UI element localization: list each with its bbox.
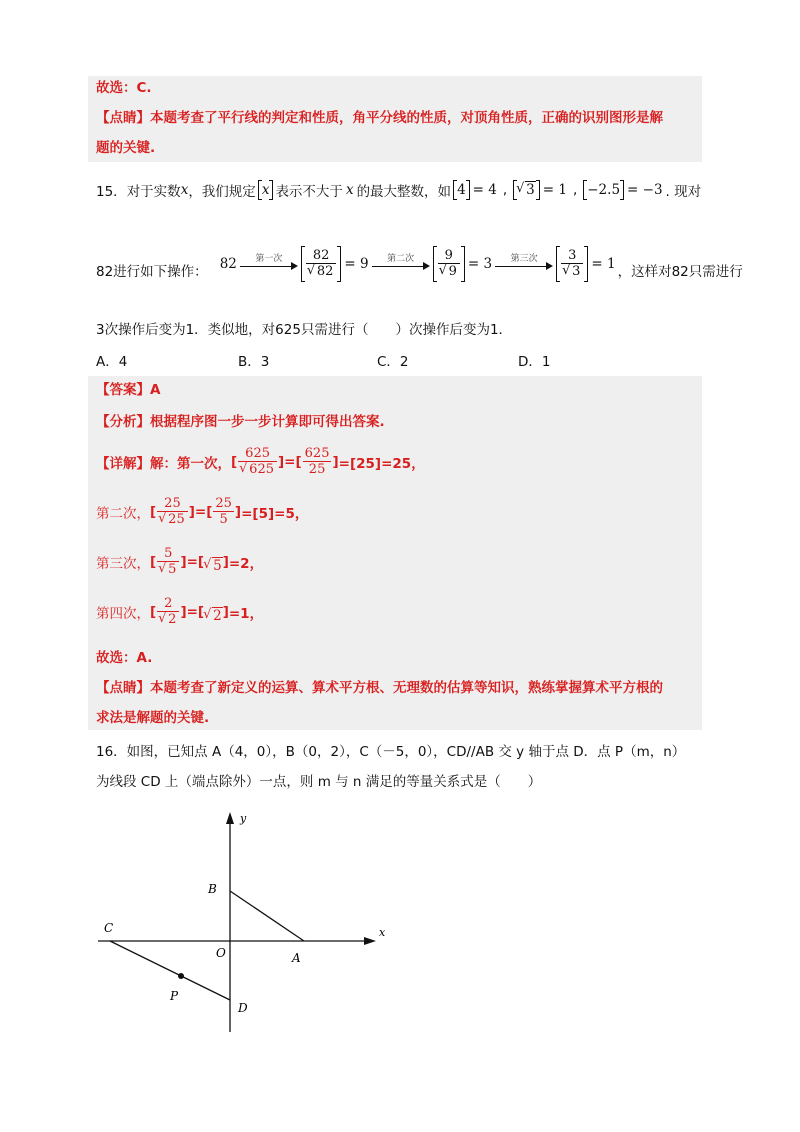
analysis-line <box>96 412 385 432</box>
q16-stem-line-2: 为线段 CD 上（端点除外）一点，则 m 与 n 满足的等量关系式是（ ） <box>96 774 542 790</box>
final-answer: 故选：A. <box>96 650 153 666</box>
radicand: 5 <box>213 558 222 574</box>
numerator: 625 <box>245 446 270 461</box>
q16-stem-line-1: 16．如图，已知点 A（4，0），B（0，2），C（－5，0），CD//AB 交 y 轴于点 D．点 P（m，n） <box>96 744 686 760</box>
sqrt <box>159 512 186 528</box>
radicand: 25 <box>168 512 185 527</box>
q15-number: 15． <box>96 184 127 200</box>
detail-step-2 <box>96 496 308 528</box>
step-1-expr <box>301 246 369 282</box>
q15-stem-line-1 <box>96 180 701 200</box>
fraction <box>561 248 583 280</box>
point-a-label: A <box>292 951 301 965</box>
step-4-tail: =1， <box>228 606 264 622</box>
floor-x <box>258 180 274 200</box>
close-bracket: ] <box>332 454 339 470</box>
q15-operation-chain <box>96 246 743 282</box>
coordinate-figure <box>0 800 800 1060</box>
step-1-value: = 9 <box>344 256 369 272</box>
step-1-fraction-a <box>238 446 277 478</box>
example-1-value: = 4 <box>472 182 497 198</box>
floor-x-var: x <box>261 182 270 198</box>
example-2 <box>513 180 567 200</box>
open-bracket: [ <box>150 604 157 620</box>
radicand: 3 <box>526 182 535 198</box>
step-2-fraction-b <box>213 496 234 528</box>
prev-comment-line-2: 题的关键. <box>96 140 156 156</box>
bracket-right <box>620 180 624 200</box>
comment-text: 本题考查了平行线的判定和性质，角平分线的性质，对顶角性质，正确的识别图形是解 <box>150 110 663 126</box>
step-3-label: 第三次， <box>96 556 150 572</box>
prev-comment-line-1 <box>96 108 663 128</box>
option-d[interactable]: D．1 <box>518 354 551 370</box>
op-suffix: ，这样对82只需进行 <box>617 264 743 280</box>
open-bracket: [ <box>150 504 157 520</box>
eq-bracket: ]=[ <box>278 454 302 470</box>
numerator: 5 <box>164 546 173 561</box>
detail-step-1 <box>96 446 425 478</box>
step-3-sqrt <box>204 558 223 574</box>
sqrt <box>204 558 223 574</box>
radicand: 2 <box>168 612 177 627</box>
point-c-label: C <box>104 921 114 935</box>
step-3-tail: =2， <box>228 556 264 572</box>
numerator: 82 <box>312 248 330 263</box>
sqrt-3 <box>517 182 536 198</box>
radicand: 9 <box>448 264 457 279</box>
step-4-sqrt <box>204 608 223 624</box>
prev-answer-line: 故选：C. <box>96 80 152 96</box>
step-3-expr <box>556 246 615 282</box>
y-axis-arrow-icon <box>226 812 234 824</box>
bracket-right <box>269 180 273 200</box>
fraction <box>306 248 337 280</box>
step-1-fraction-b <box>303 446 332 478</box>
numerator: 25 <box>215 496 232 511</box>
sqrt <box>440 264 458 280</box>
segment-ab <box>230 891 304 941</box>
arrow-step-2 <box>372 254 430 271</box>
open-bracket: [ <box>150 554 157 570</box>
sqrt <box>308 264 335 280</box>
q15-stem-d: 的最大整数，如 <box>356 184 452 200</box>
radicand: 5 <box>168 562 177 577</box>
q15-stem-e: . 现对 <box>665 184 702 200</box>
eq-bracket: ]=[ <box>188 504 213 520</box>
eq-bracket: ]=[ <box>180 604 205 620</box>
fraction <box>438 248 460 280</box>
arrow-label: 第二次 <box>387 254 415 264</box>
bracket-left <box>556 246 560 282</box>
denominator: 25 <box>303 461 332 478</box>
numerator: 625 <box>304 446 330 461</box>
sqrt <box>563 264 581 280</box>
step-4-label: 第四次， <box>96 606 150 622</box>
q15-stem-line-3: 3次操作后变为1．类似地，对625只需进行（ ）次操作后变为1． <box>96 322 513 338</box>
x-axis-label: x <box>379 926 386 939</box>
detail-step-3 <box>96 546 263 578</box>
point-p <box>178 973 184 979</box>
bracket-right <box>466 180 470 200</box>
radicand: 82 <box>316 264 334 279</box>
detail-step-4 <box>96 596 263 628</box>
bracket-right <box>536 180 540 200</box>
close-bracket: ] <box>222 554 229 570</box>
example-3-value: = −3 <box>627 182 663 198</box>
option-a[interactable]: A．4 <box>96 354 128 370</box>
bracket-left <box>301 246 305 282</box>
step-2-expr <box>433 246 492 282</box>
comma-1: , <box>502 182 508 198</box>
denominator: 5 <box>213 511 234 528</box>
point-p-label: P <box>170 989 179 1003</box>
var-x: x <box>180 182 189 198</box>
analysis-text: 根据程序图一步一步计算即可得出答案. <box>150 414 385 430</box>
y-axis-label: y <box>240 812 247 825</box>
numerator: 2 <box>164 596 173 611</box>
q15-comment-line-1 <box>96 678 663 698</box>
open-bracket: [ <box>231 454 238 470</box>
sqrt <box>159 562 177 578</box>
option-c[interactable]: C．2 <box>377 354 409 370</box>
comment-text: 本题考查了新定义的运算、算术平方根、无理数的估算等知识，熟练掌握算术平方根的 <box>150 680 663 696</box>
op-prefix: 82进行如下操作： <box>96 264 208 280</box>
comma-2: , <box>572 182 578 198</box>
radicand: 3 <box>572 264 581 279</box>
x-axis-arrow-icon <box>364 937 376 945</box>
example-3 <box>583 180 662 200</box>
step-2-label: 第二次， <box>96 506 150 522</box>
sqrt <box>240 462 275 478</box>
step-2-fraction-a <box>157 496 188 528</box>
example-3-arg: −2.5 <box>587 182 621 198</box>
close-bracket: ] <box>234 504 242 520</box>
bracket-left <box>433 246 437 282</box>
q15-comment-line-2: 求法是解题的关键. <box>96 710 210 726</box>
numerator: 9 <box>444 248 453 263</box>
step-4-fraction-a <box>157 596 179 628</box>
radicand: 625 <box>249 462 274 477</box>
example-2-value: = 1 <box>542 182 567 198</box>
point-b-label: B <box>208 882 217 896</box>
arrow-label: 第一次 <box>255 254 283 264</box>
bracket-right <box>461 246 465 282</box>
comment-tag: 【点睛】 <box>96 110 150 126</box>
q15-stem-b: ，我们规定 <box>188 184 256 200</box>
q15-stem-c: 表示不大于 <box>275 184 343 200</box>
numerator: 25 <box>164 496 181 511</box>
answer-tag: 【答案】 <box>96 382 150 398</box>
step-2-tail: =[5]=5， <box>241 506 309 522</box>
var-x-2: x <box>345 182 354 198</box>
arrow-step-1 <box>240 254 298 271</box>
close-bracket: ] <box>222 604 229 620</box>
comment-tag: 【点睛】 <box>96 680 150 696</box>
example-1-arg: 4 <box>457 182 466 198</box>
op-start: 82 <box>219 256 237 272</box>
radicand: 2 <box>213 608 222 624</box>
detail-tag: 【详解】 <box>96 456 150 472</box>
step-3-fraction-a <box>157 546 179 578</box>
sqrt <box>204 608 223 624</box>
step-2-value: = 3 <box>467 256 493 272</box>
step-1-tail: =[25]=25， <box>338 456 425 472</box>
step-3-value: = 1 <box>591 256 616 272</box>
step-1-label: 解：第一次， <box>150 456 231 472</box>
eq-bracket: ]=[ <box>180 554 205 570</box>
example-1 <box>453 180 497 200</box>
sqrt <box>159 612 177 628</box>
answer-value: A <box>150 382 161 398</box>
arrow-step-3 <box>495 254 553 271</box>
analysis-tag: 【分析】 <box>96 414 150 430</box>
point-d-label: D <box>238 1001 248 1015</box>
q15-stem-a: 对于实数 <box>126 184 181 200</box>
origin-label: O <box>216 946 226 960</box>
bracket-right <box>584 246 588 282</box>
bracket-right <box>337 246 341 282</box>
arrow-label: 第三次 <box>510 254 538 264</box>
option-b[interactable]: B．3 <box>238 354 270 370</box>
numerator: 3 <box>568 248 577 263</box>
answer-line <box>96 380 160 400</box>
